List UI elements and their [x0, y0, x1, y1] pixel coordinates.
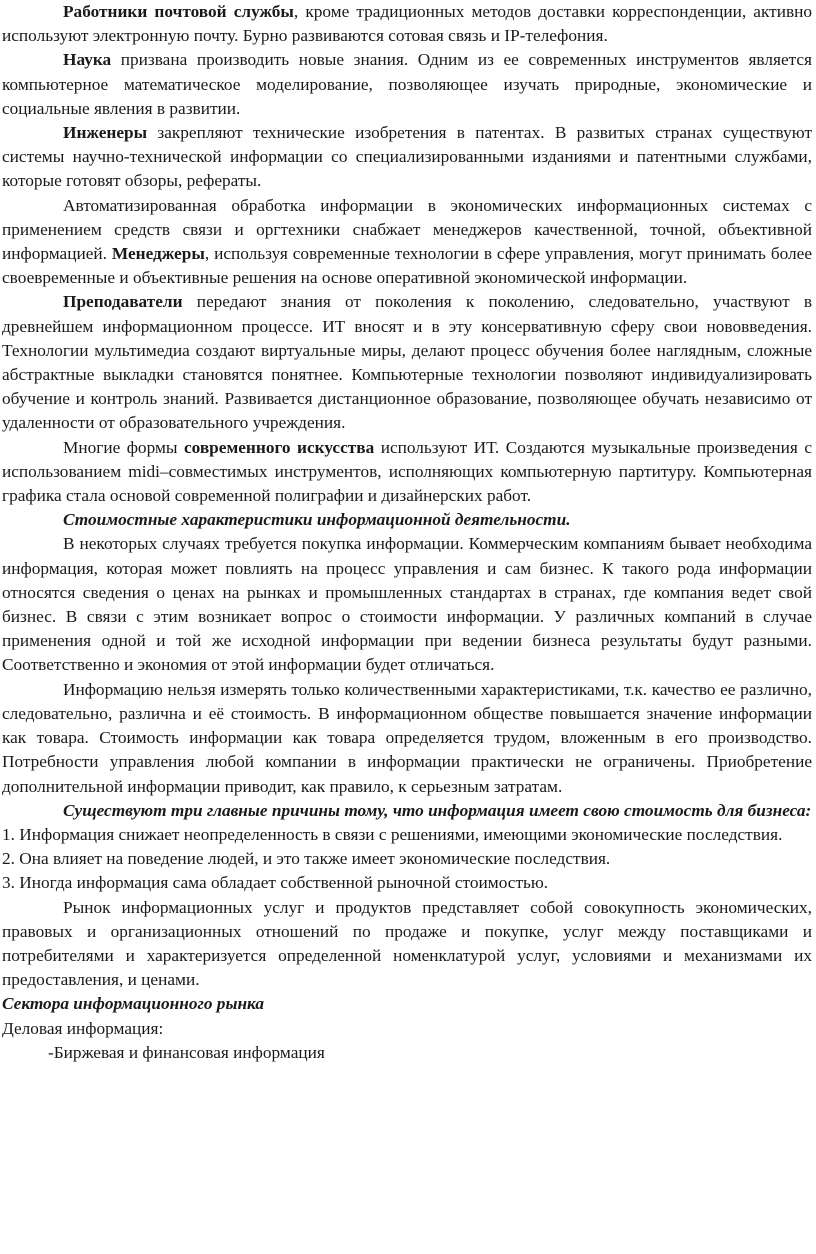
paragraph-text: , кроме традиционных методов доставки корреспонденции, активно используют электронную почту. Бурно развиваются сотовая связь и IP-телефония. — [2, 2, 812, 46]
business-info-label: Деловая информация: — [2, 1018, 164, 1038]
reason-item-3: 3. Иногда информация сама обладает собственной рыночной стоимостью. — [2, 873, 549, 893]
paragraph-market: Рынок информационных услуг и продуктов представляет собой совокупность экономических, правовых и организационных отношений по продаже и покупке, услуг между поставщиками и потребителями и характеризуется определенной номенклатурой услуг, условиями и механизмами их предоставления, и ценами. — [2, 897, 812, 990]
paragraph-teachers — [2, 290, 812, 435]
paragraph-text: Многие формы — [63, 437, 184, 457]
term-postal: Работники почтовой службы — [63, 2, 294, 21]
paragraph-engineers — [2, 121, 812, 194]
paragraph-text: передают знания от поколения к поколению, следовательно, участвуют в древнейшем информационном процессе. ИТ вносят и в эту консервативную сферу свои нововведения. Технологии мультимедиа создают виртуальные миры, делают процесс обучения более наглядным, сложные абстрактные выкладки становятся понятнее. Компьютерные технологии позволяют индивидуализировать обучение и контроль знаний. Развивается дистанционное образование, позволяющее обучать независимо от удаленности от образовательного учреждения. — [2, 292, 812, 433]
paragraph-text: Автоматизированная обработка информации в экономических информационных системах с применением средств связи и оргтехники снабжает менеджеров качественной, точной, объективной информацией. — [2, 195, 812, 264]
term-engineers: Инженеры — [63, 123, 148, 143]
heading-sectors: Сектора информационного рынка — [2, 994, 265, 1014]
business-info-item: -Биржевая и финансовая информация — [48, 1042, 325, 1062]
term-science: Наука — [63, 50, 112, 70]
paragraph-text: , используя современные технологии в сфере управления, могут принимать более своевременные и объективные решения на основе оперативной экономической информации. — [2, 244, 812, 288]
paragraph-text: призвана производить новые знания. Одним из ее современных инструментов является компьютерное математическое моделирование, позволяющее изучать природные, экономические и социальные явления в развитии. — [2, 50, 812, 118]
paragraph-managers — [2, 194, 812, 291]
reason-item-1: 1. Информация снижает неопределенность в связи с решениями, имеющими экономические последствия. — [2, 824, 783, 844]
heading-cost: Стоимостные характеристики информационной деятельности. — [63, 510, 571, 530]
term-teachers: Преподаватели — [63, 292, 183, 312]
paragraph-text: закрепляют технические изобретения в патентах. В развитых странах существуют системы научно-технической информации со специализированными изданиями и патентными службами, которые готовят обзоры, рефераты. — [2, 123, 812, 191]
paragraph-purchase: В некоторых случаях требуется покупка информации. Коммерческим компаниям бывает необходима информация, которая может повлиять на процесс управления и сам бизнес. К такого рода информации относятся сведения о ценах на рынках и промышленных стандартах в странах, где компания ведет свой бизнес. В связи с этим возникает вопрос о стоимости информации. У различных компаний в случае применения одной и той же исходной информации при ведении бизнеса результаты будут разными. Соответственно и экономия от этой информации будет отличаться. — [2, 534, 812, 675]
paragraph-quality: Информацию нельзя измерять только количественными характеристиками, т.к. качество ее различно, следовательно, различна и её стоимость. В информационном обществе повышается значение информации как товара. Стоимость информации как товара определяется трудом, вложенным в его производство. Потребности управления любой компании в информации практически не ограничены. Приобретение дополнительной информации приводит, как правило, к серьезным затратам. — [2, 679, 812, 796]
term-art: современного искусства — [183, 437, 375, 457]
paragraph-art — [2, 436, 812, 509]
paragraph-science — [2, 48, 812, 121]
heading-reasons: Существуют три главные причины тому, что информация имеет свою стоимость для бизнеса: — [63, 800, 812, 820]
reason-item-2: 2. Она влияет на поведение людей, и это также имеет экономические последствия. — [2, 849, 611, 869]
paragraph-postal — [2, 0, 812, 48]
paragraph-text: используют ИТ. Создаются музыкальные произведения с использованием midi–совместимых инструментов, исполняющих компьютерную партитуру. Компьютерная графика стала основой современной полиграфии и дизайнерских работ. — [2, 437, 813, 506]
term-managers: Менеджеры — [111, 244, 205, 264]
